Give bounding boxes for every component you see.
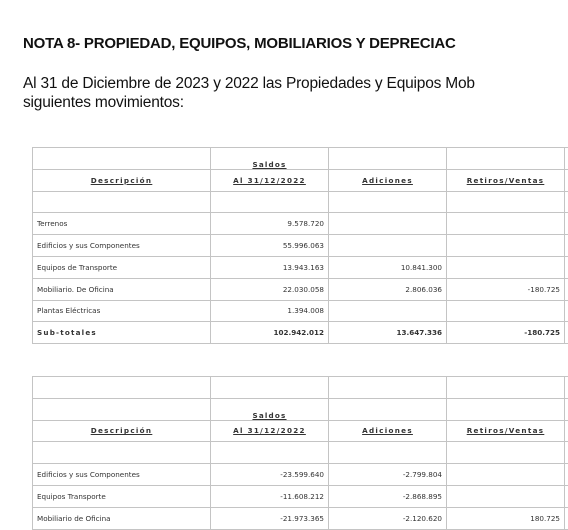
descripcion-header: Descripción	[33, 420, 211, 442]
row-saldo: 9.578.720	[211, 213, 329, 235]
intro-line-2: siguientes movimientos:	[23, 93, 568, 112]
row-saldo: -21.973.365	[211, 507, 329, 529]
assets-table	[32, 147, 568, 344]
row-retiros	[447, 235, 565, 257]
row-saldo: 22.030.058	[211, 278, 329, 300]
row-retiros: 180.725	[447, 507, 565, 529]
row-adiciones: -2.799.804	[329, 464, 447, 486]
subtotal-label: Sub-totales	[33, 322, 211, 344]
row-description: Edificios y sus Componentes	[33, 235, 211, 257]
row-adiciones: 2.806.036	[329, 278, 447, 300]
table-header-row	[33, 148, 568, 170]
row-retiros	[447, 213, 565, 235]
row-retiros	[447, 256, 565, 278]
empty-cell	[33, 398, 211, 420]
row-saldo: -23.599.640	[211, 464, 329, 486]
empty-cell	[33, 148, 211, 170]
row-description: Equipos Transporte	[33, 485, 211, 507]
row-saldo: 13.943.163	[211, 256, 329, 278]
retiros-header: Retiros/Ventas	[447, 169, 565, 191]
row-saldo: 1.394.008	[211, 300, 329, 322]
descripcion-header: Descripción	[33, 169, 211, 191]
saldos-header: Saldos	[211, 148, 329, 170]
row-saldo: -11.608.212	[211, 485, 329, 507]
row-description: Mobiliario de Oficina	[33, 507, 211, 529]
table-row	[33, 256, 568, 278]
row-description: Plantas Eléctricas	[33, 300, 211, 322]
row-retiros	[447, 300, 565, 322]
row-adiciones	[329, 300, 447, 322]
row-retiros	[447, 464, 565, 486]
row-retiros	[447, 485, 565, 507]
row-adiciones: -2.120.620	[329, 507, 447, 529]
adiciones-header: Adiciones	[329, 420, 447, 442]
empty-cell	[329, 148, 447, 170]
row-adiciones	[329, 235, 447, 257]
table-row	[33, 507, 568, 529]
row-adiciones	[329, 213, 447, 235]
empty-cell	[565, 169, 568, 191]
date-header: Al 31/12/2022	[211, 420, 329, 442]
row-description: Equipos de Transporte	[33, 256, 211, 278]
subtotal-adiciones: 13.647.336	[329, 322, 447, 344]
row-adiciones: -2.868.895	[329, 485, 447, 507]
table-row	[33, 485, 568, 507]
subtotal-saldo: 102.942.012	[211, 322, 329, 344]
table-header-row	[33, 420, 568, 442]
table-header-row	[33, 169, 568, 191]
row-adiciones: 10.841.300	[329, 256, 447, 278]
spacer-row	[33, 442, 568, 464]
subtotal-retiros: -180.725	[447, 322, 565, 344]
adiciones-header: Adiciones	[329, 169, 447, 191]
date-header: Al 31/12/2022	[211, 169, 329, 191]
row-description: Mobiliario. De Oficina	[33, 278, 211, 300]
empty-cell	[447, 148, 565, 170]
table-row	[33, 213, 568, 235]
depreciation-table	[32, 376, 568, 530]
table-row	[33, 300, 568, 322]
table-row	[33, 278, 568, 300]
saldos-header: Saldos	[211, 398, 329, 420]
retiros-header: Retiros/Ventas	[447, 420, 565, 442]
subtotal-row	[33, 322, 568, 344]
row-retiros: -180.725	[447, 278, 565, 300]
intro-line-1: Al 31 de Diciembre de 2023 y 2022 las Propiedades y Equipos Mob	[23, 74, 568, 93]
empty-cell	[565, 148, 568, 170]
row-description: Terrenos	[33, 213, 211, 235]
table-header-row	[33, 398, 568, 420]
intro-paragraph	[23, 74, 568, 112]
row-description: Edificios y sus Componentes	[33, 464, 211, 486]
spacer-row	[33, 191, 568, 213]
row-saldo: 55.996.063	[211, 235, 329, 257]
table-row	[33, 235, 568, 257]
spacer-row	[33, 377, 568, 399]
table-row	[33, 464, 568, 486]
note-title: NOTA 8- PROPIEDAD, EQUIPOS, MOBILIARIOS Y DEPRECIAC	[23, 35, 456, 52]
